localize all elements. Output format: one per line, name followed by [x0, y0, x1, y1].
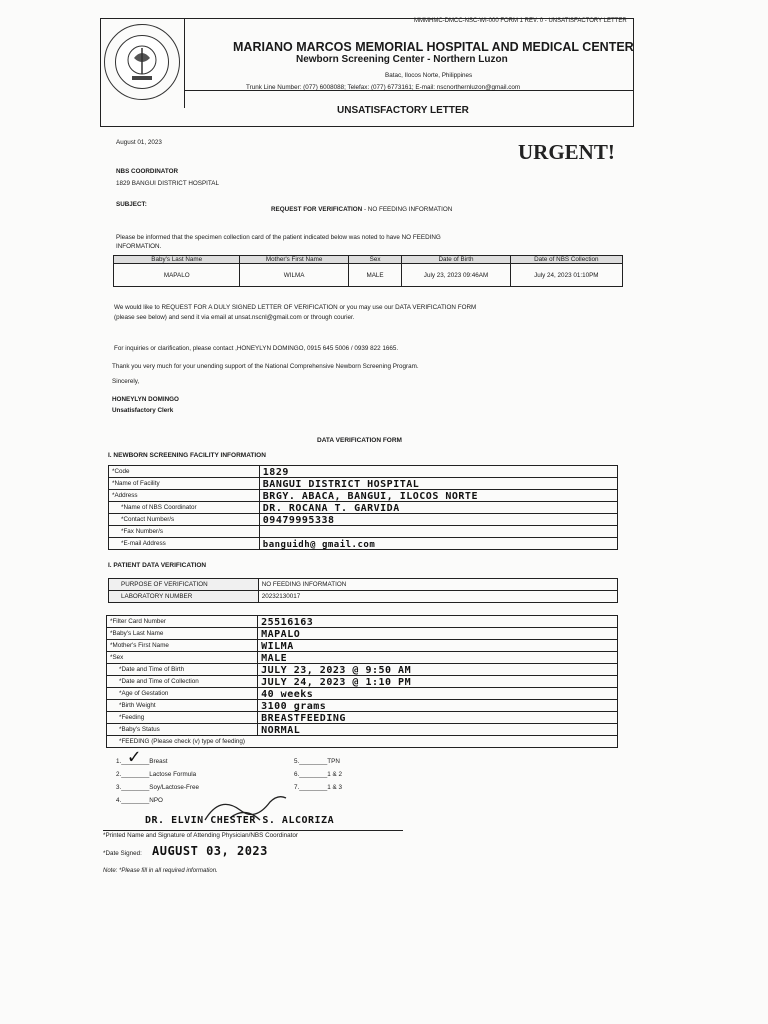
letter-title: UNSATISFACTORY LETTER [337, 105, 469, 116]
field-value[interactable] [259, 538, 617, 550]
field-label: *Baby's Status [107, 724, 258, 736]
form-title: DATA VERIFICATION FORM [317, 437, 402, 444]
request-line: (please see below) and send it via email at unsat.nscnl@gmail.com or through courier. [114, 314, 355, 321]
subject-detail: - NO FEEDING INFORMATION [362, 206, 453, 213]
table-row [109, 591, 618, 603]
hospital-address: Batac, Ilocos Norte, Philippines [385, 72, 473, 79]
field-label: *Birth Weight [107, 700, 258, 712]
table-row [107, 676, 618, 688]
handwritten-value: BREASTFEEDING [261, 713, 346, 724]
field-value[interactable] [259, 478, 617, 490]
table-row [107, 652, 618, 664]
hospital-contacts: Trunk Line Number: (077) 6008088; Telefax: (077) 6773161; E-mail: nscnorthernluzon@gmail.com [246, 84, 521, 91]
table-cell: WILMA [240, 264, 348, 287]
field-value[interactable] [259, 514, 617, 526]
table-row [109, 514, 618, 526]
field-value[interactable] [259, 490, 617, 502]
field-value[interactable] [259, 526, 617, 538]
feeding-option[interactable]: 7.________1 & 3 [294, 784, 342, 791]
thanks-text: Thank you very much for your unending support of the National Comprehensive Newborn Screening Program. [112, 363, 419, 370]
field-label: PURPOSE OF VERIFICATION [109, 579, 259, 591]
feeding-option[interactable]: 1.________Breast [116, 758, 168, 765]
table-row [107, 640, 618, 652]
table-cell: MAPALO [114, 264, 240, 287]
field-label: *FEEDING (Please check (v) type of feeding) [107, 736, 618, 748]
handwritten-value: NORMAL [261, 725, 301, 736]
field-value[interactable] [258, 628, 618, 640]
subject-main: REQUEST FOR VERIFICATION [271, 206, 363, 213]
field-value[interactable] [258, 676, 618, 688]
table-row [109, 502, 618, 514]
field-value[interactable] [259, 466, 617, 478]
table-row [109, 478, 618, 490]
field-label: *Name of NBS Coordinator [109, 502, 260, 514]
hospital-seal-icon [104, 24, 180, 100]
table-cell: MALE [348, 264, 402, 287]
hospital-name: MARIANO MARCOS MEMORIAL HOSPITAL AND MEDICAL CENTER [233, 40, 634, 54]
handwritten-value: JULY 24, 2023 @ 1:10 PM [261, 677, 412, 688]
intro-paragraph [116, 233, 516, 251]
field-label: *Date and Time of Birth [107, 664, 258, 676]
field-label: *Sex [107, 652, 258, 664]
feeding-option[interactable]: 2.________Lactose Formula [116, 771, 197, 778]
handwritten-value: MAPALO [261, 629, 301, 640]
field-label: *Contact Number/s [109, 514, 260, 526]
table-row [114, 264, 623, 287]
feeding-option[interactable]: 6.________1 & 2 [294, 771, 342, 778]
table-row [107, 700, 618, 712]
table-row [109, 490, 618, 502]
table-row [107, 628, 618, 640]
subject-text [271, 206, 452, 213]
field-value[interactable] [258, 700, 618, 712]
patient-data-table [106, 615, 618, 748]
handwritten-value: BANGUI DISTRICT HOSPITAL [262, 479, 420, 490]
header-divider [184, 18, 185, 108]
facility-info-table [108, 465, 618, 550]
request-line: We would like to REQUEST FOR A DULY SIGNED LETTER OF VERIFICATION or you may use our DATA VERIFICATION FORM [114, 304, 477, 311]
feeding-option[interactable]: 3.________Soy/Lactose-Free [116, 784, 199, 791]
handwritten-value: WILMA [261, 641, 294, 652]
handwritten-value: 25516163 [261, 617, 314, 628]
check-mark-icon: ✓ [128, 744, 141, 768]
field-value[interactable] [258, 616, 618, 628]
field-label: *Date and Time of Collection [107, 676, 258, 688]
table-header-cell: Baby's Last Name [114, 256, 240, 264]
subject-label: SUBJECT: [116, 201, 147, 208]
table-row [107, 724, 618, 736]
field-label: *Age of Gestation [107, 688, 258, 700]
field-label: *Baby's Last Name [107, 628, 258, 640]
table-row [109, 466, 618, 478]
table-cell: July 24, 2023 01:10PM [510, 264, 622, 287]
field-value[interactable] [258, 652, 618, 664]
handwritten-value: 1829 [262, 467, 289, 478]
letter-date: August 01, 2023 [116, 139, 162, 146]
table-header-cell: Mother's First Name [240, 256, 348, 264]
field-label: *Code [109, 466, 260, 478]
table-header-row [114, 256, 623, 264]
field-label: *Feeding [107, 712, 258, 724]
intro-line: INFORMATION. [116, 243, 162, 250]
date-signed-label: *Date Signed: [103, 850, 142, 857]
signature-line [103, 830, 403, 831]
urgent-stamp: URGENT! [518, 140, 615, 164]
field-label: *Fax Number/s [109, 526, 260, 538]
form-code: MMMHMC-DMCC-NSC-WI-000 FORM 1 REV. 0 - UNSATISFACTORY LETTER [414, 18, 627, 24]
center-name: Newborn Screening Center - Northern Luzon [296, 54, 508, 65]
table-row [109, 526, 618, 538]
handwritten-value: MALE [261, 653, 288, 664]
field-value[interactable] [258, 688, 618, 700]
field-label: *Mother's First Name [107, 640, 258, 652]
field-label: LABORATORY NUMBER [109, 591, 259, 603]
field-value[interactable] [258, 712, 618, 724]
feeding-option[interactable]: 5.________TPN [294, 758, 340, 765]
request-paragraph [114, 303, 544, 323]
handwritten-value: banguidh@ gmail.com [262, 539, 376, 550]
purpose-table [108, 578, 618, 603]
handwritten-value: 09479995338 [262, 515, 335, 526]
table-header-cell: Date of NBS Collection [510, 256, 622, 264]
closing: Sincerely, [112, 378, 140, 385]
field-label: *E-mail Address [109, 538, 260, 550]
field-value[interactable] [259, 502, 617, 514]
patient-summary-table [113, 255, 623, 287]
handwritten-value: DR. ROCANA T. GARVIDA [262, 503, 400, 514]
field-value[interactable] [258, 664, 618, 676]
table-row [107, 688, 618, 700]
field-label: *Address [109, 490, 260, 502]
handwritten-value: 40 weeks [261, 689, 314, 700]
field-label: *Filter Card Number [107, 616, 258, 628]
table-row [109, 538, 618, 550]
table-row [109, 579, 618, 591]
handwritten-value: JULY 23, 2023 @ 9:50 AM [261, 665, 412, 676]
field-value: NO FEEDING INFORMATION [258, 579, 617, 591]
signatory-name: HONEYLYN DOMINGO [112, 396, 179, 403]
table-header-cell: Sex [348, 256, 402, 264]
inquiries-text: For inquiries or clarification, please contact ,HONEYLYN DOMINGO, 0915 645 5006 / 0939 822 1665. [114, 345, 399, 352]
field-value: 20232130017 [258, 591, 617, 603]
field-value[interactable] [258, 724, 618, 736]
table-row [107, 616, 618, 628]
table-cell: July 23, 2023 09:46AM [402, 264, 510, 287]
recipient-facility: 1829 BANGUI DISTRICT HOSPITAL [116, 180, 219, 187]
intro-line: Please be informed that the specimen collection card of the patient indicated below was noted to have NO FEEDING [116, 234, 441, 241]
handwritten-value: BRGY. ABACA, BANGUI, ILOCOS NORTE [262, 491, 478, 502]
signature-caption: *Printed Name and Signature of Attending Physician/NBS Coordinator [103, 832, 298, 839]
table-row [107, 712, 618, 724]
field-label: *Name of Facility [109, 478, 260, 490]
date-signed-value[interactable]: AUGUST 03, 2023 [152, 844, 268, 858]
section-title: I. NEWBORN SCREENING FACILITY INFORMATION [108, 452, 266, 459]
form-note: Note: *Please fill in all required information. [103, 868, 218, 874]
recipient-title: NBS COORDINATOR [116, 168, 179, 175]
feeding-option[interactable]: 4.________NPO [116, 797, 163, 804]
table-header-cell: Date of Birth [402, 256, 510, 264]
table-row [107, 664, 618, 676]
signatory-title: Unsatisfactory Clerk [112, 407, 174, 414]
section-title: I. PATIENT DATA VERIFICATION [108, 562, 207, 569]
field-value[interactable] [258, 640, 618, 652]
table-row [107, 736, 618, 748]
signature-name: DR. ELVIN CHESTER S. ALCORIZA [145, 815, 335, 826]
handwritten-value: 3100 grams [261, 701, 327, 712]
